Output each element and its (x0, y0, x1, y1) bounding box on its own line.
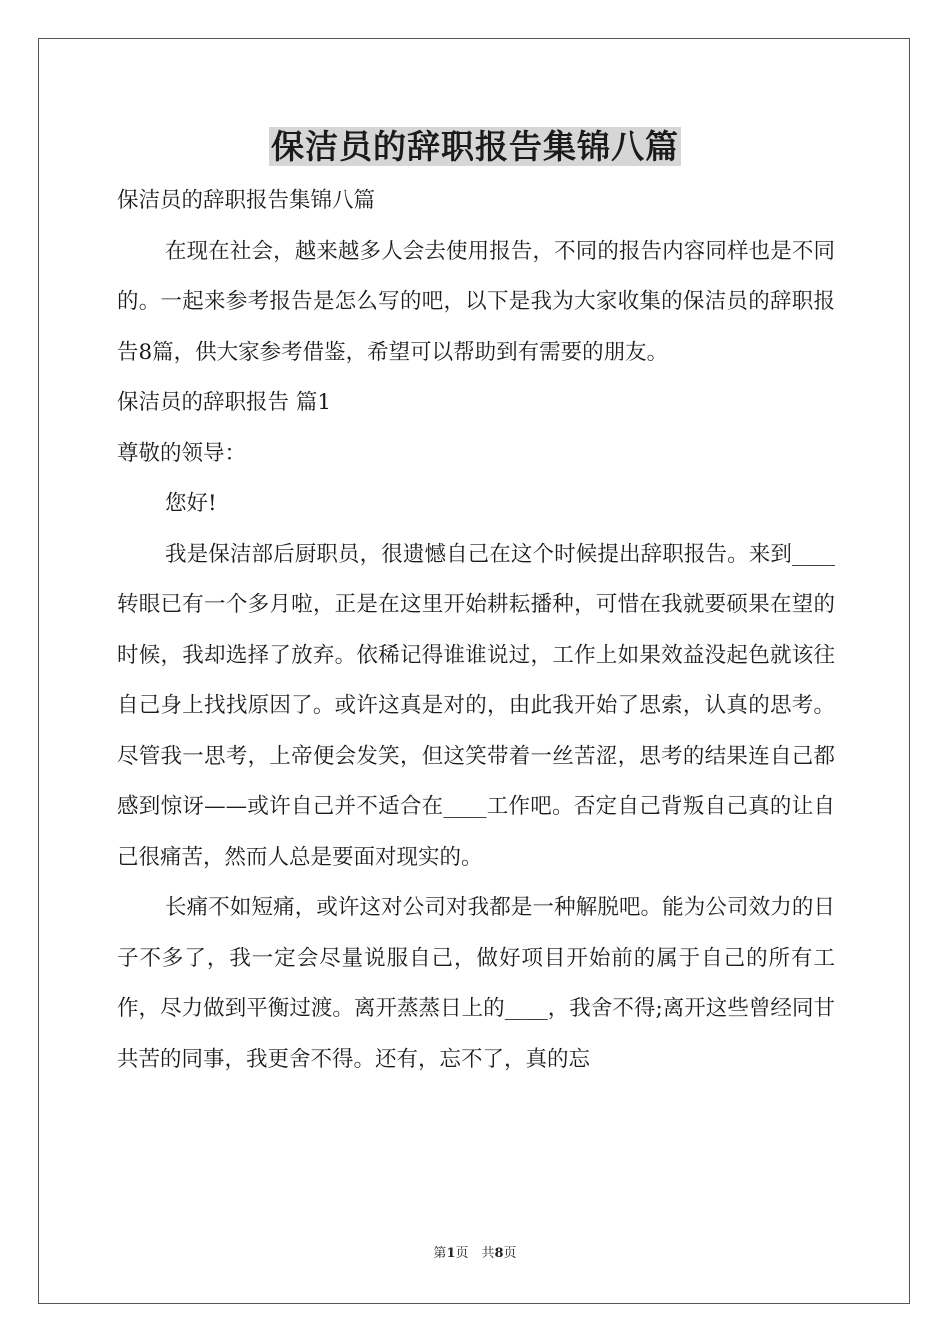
document-title-text: 保洁员的辞职报告集锦八篇 (271, 127, 679, 166)
body-paragraph-2: 长痛不如短痛，或许这对公司对我都是一种解脱吧。能为公司效力的日子不多了，我一定会尽量说服自己，做好项目开始前的属于自己的所有工作，尽力做到平衡过渡。离开蒸蒸日上的____，我舍不得;离开这些曾经同甘共苦的同事，我更舍不得。还有，忘不了，真的忘 (117, 895, 835, 1072)
document-title (0, 122, 950, 172)
page-mid: 页 共 (455, 1246, 495, 1261)
page-footer (0, 1244, 950, 1264)
document-body (117, 176, 835, 1085)
intro-paragraph: 在现在社会，越来越多人会去使用报告，不同的报告内容同样也是不同的。一起来参考报告是怎么写的吧，以下是我为大家收集的保洁员的辞职报告8篇，供大家参考借鉴，希望可以帮助到有需要的朋友。 (117, 238, 835, 365)
current-page-number: 1 (446, 1246, 456, 1261)
page-suffix: 页 (503, 1246, 517, 1261)
section-heading: 保洁员的辞职报告 篇1 (117, 390, 332, 415)
greeting: 您好! (165, 491, 217, 516)
total-page-number: 8 (494, 1246, 504, 1261)
body-paragraph-1: 我是保洁部后厨职员，很遗憾自己在这个时候提出辞职报告。来到____转眼已有一个多月啦，正是在这里开始耕耘播种，可惜在我就要硕果在望的时候，我却选择了放弃。依稀记得谁谁说过，工作上如果效益没起色就该往自己身上找找原因了。或许这真是对的，由此我开始了思索，认真的思考。尽管我一思考，上帝便会发笑，但这笑带着一丝苦涩，思考的结果连自己都感到惊讶——或许自己并不适合在____工作吧。否定自己背叛自己真的让自己很痛苦，然而人总是要面对现实的。 (117, 541, 835, 870)
salutation: 尊敬的领导： (117, 440, 247, 466)
document-subtitle: 保洁员的辞职报告集锦八篇 (117, 188, 376, 213)
page-prefix: 第 (433, 1246, 447, 1261)
